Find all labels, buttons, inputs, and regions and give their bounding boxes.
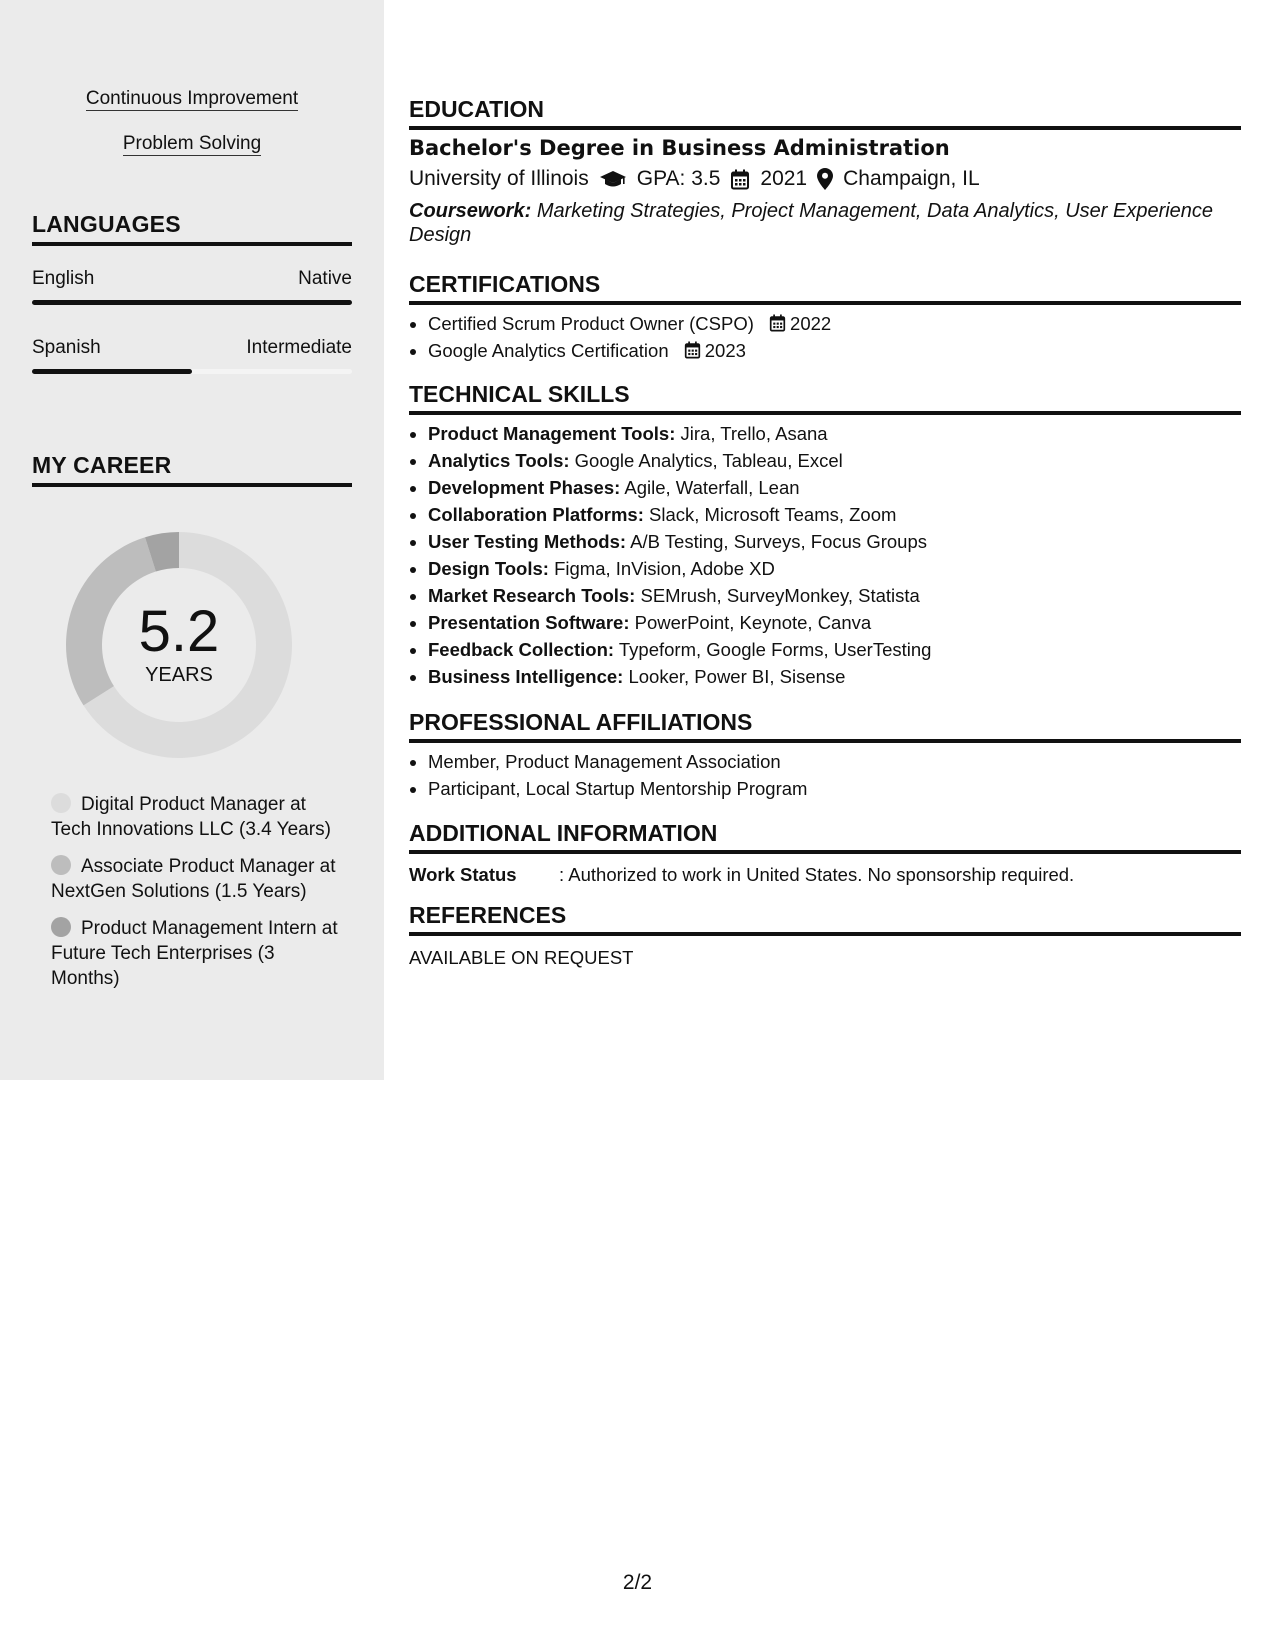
- skill-category: Presentation Software:: [428, 612, 630, 633]
- skill-values: Typeform, Google Forms, UserTesting: [618, 639, 932, 660]
- certifications-list: [409, 310, 1240, 364]
- certification-name: Google Analytics Certification: [428, 340, 669, 361]
- skill-category: Design Tools:: [428, 558, 549, 579]
- list-item: • Member, Product Management Association: [428, 748, 1240, 775]
- graduation-year: 2021: [760, 167, 808, 190]
- list-item: [428, 474, 1240, 501]
- list-item: [428, 636, 1240, 663]
- language-bar-fill: [32, 369, 192, 374]
- career-total-unit: YEARS: [145, 664, 213, 686]
- coursework-list: Marketing Strategies, Project Management, Data Analytics, User Experience Design: [409, 200, 1214, 246]
- references-heading: REFERENCES: [409, 902, 1241, 936]
- skill-category: Analytics Tools:: [428, 450, 570, 471]
- language-level: Native: [298, 268, 352, 289]
- coursework-label: Coursework:: [409, 200, 532, 222]
- career-legend-item: Digital Product Manager at Tech Innovations LLC (3.4 Years): [51, 794, 331, 840]
- legend-dot: [51, 793, 71, 813]
- technical-skills-heading: TECHNICAL SKILLS: [409, 381, 1241, 415]
- skill-category: Market Research Tools:: [428, 585, 636, 606]
- skill-tag: Continuous Improvement: [85, 88, 299, 109]
- work-status-row: [409, 864, 1074, 886]
- certification-year: 2022: [790, 313, 832, 334]
- career-total-value: 5.2: [138, 599, 220, 664]
- technical-skills-list: [409, 420, 1240, 690]
- skill-category: Feedback Collection:: [428, 639, 615, 660]
- list-item: [428, 337, 1240, 364]
- language-bar: [32, 369, 352, 374]
- skill-values: PowerPoint, Keynote, Canva: [634, 612, 872, 633]
- references-text: AVAILABLE ON REQUEST: [409, 947, 634, 968]
- certifications-heading: CERTIFICATIONS: [409, 271, 1241, 305]
- skill-category: Collaboration Platforms:: [428, 504, 644, 525]
- list-item: [428, 528, 1240, 555]
- language-bar: [32, 300, 352, 305]
- list-item: • Participant, Local Startup Mentorship Program: [428, 775, 1240, 802]
- skill-values: Figma, InVision, Adobe XD: [554, 558, 775, 579]
- skill-values: Agile, Waterfall, Lean: [624, 477, 800, 498]
- education-heading: EDUCATION: [409, 96, 1241, 130]
- work-status-label: Work Status: [409, 864, 517, 885]
- career-heading: MY CAREER: [32, 452, 352, 487]
- skill-category: Business Intelligence:: [428, 666, 624, 687]
- graduation-cap-icon: [599, 169, 627, 189]
- calendar-icon: [684, 341, 701, 359]
- language-name: English: [32, 268, 95, 289]
- skill-tag: Problem Solving: [122, 133, 262, 154]
- skill-category: Product Management Tools:: [428, 423, 676, 444]
- certification-name: Certified Scrum Product Owner (CSPO): [428, 313, 754, 334]
- language-bar-fill: [32, 300, 352, 305]
- language-name: Spanish: [32, 337, 101, 358]
- skill-category: Development Phases:: [428, 477, 621, 498]
- education-details: [409, 167, 980, 191]
- list-item: [428, 501, 1240, 528]
- school-location: Champaign, IL: [843, 167, 980, 190]
- skill-values: Google Analytics, Tableau, Excel: [574, 450, 843, 471]
- career-legend-item: Associate Product Manager at NextGen Solutions (1.5 Years): [51, 856, 336, 902]
- list-item: [428, 582, 1240, 609]
- list-item: [428, 663, 1240, 690]
- additional-info-heading: ADDITIONAL INFORMATION: [409, 820, 1241, 854]
- list-item: [428, 555, 1240, 582]
- location-pin-icon: [817, 168, 833, 190]
- list-item: [428, 420, 1240, 447]
- legend-dot: [51, 855, 71, 875]
- skill-values: SEMrush, SurveyMonkey, Statista: [640, 585, 920, 606]
- degree-title: Bachelor's Degree in Business Administration: [409, 136, 950, 160]
- affiliations-list: [409, 748, 1240, 802]
- gpa: GPA: 3.5: [636, 167, 721, 190]
- skill-values: Jira, Trello, Asana: [680, 423, 828, 444]
- calendar-icon: [730, 169, 750, 190]
- affiliations-heading: PROFESSIONAL AFFILIATIONS: [409, 709, 1241, 743]
- career-legend-item: Product Management Intern at Future Tech Enterprises (3 Months): [51, 918, 338, 989]
- legend-dot: [51, 917, 71, 937]
- languages-heading: LANGUAGES: [32, 211, 352, 246]
- school-name: University of Illinois: [409, 167, 589, 190]
- list-item: [428, 310, 1240, 337]
- list-item: [428, 447, 1240, 474]
- sidebar: [0, 0, 384, 1080]
- skill-values: Looker, Power BI, Sisense: [628, 666, 846, 687]
- page-number: 2/2: [622, 1571, 653, 1594]
- language-row: [32, 268, 352, 290]
- skill-category: User Testing Methods:: [428, 531, 627, 552]
- skill-values: A/B Testing, Surveys, Focus Groups: [630, 531, 927, 552]
- skill-values: Slack, Microsoft Teams, Zoom: [649, 504, 897, 525]
- coursework: [409, 199, 1241, 247]
- language-level: Intermediate: [246, 337, 352, 358]
- language-row: [32, 337, 352, 359]
- list-item: [428, 609, 1240, 636]
- work-status-value: : Authorized to work in United States. No sponsorship required.: [559, 864, 1075, 885]
- calendar-icon: [769, 314, 786, 332]
- certification-year: 2023: [704, 340, 746, 361]
